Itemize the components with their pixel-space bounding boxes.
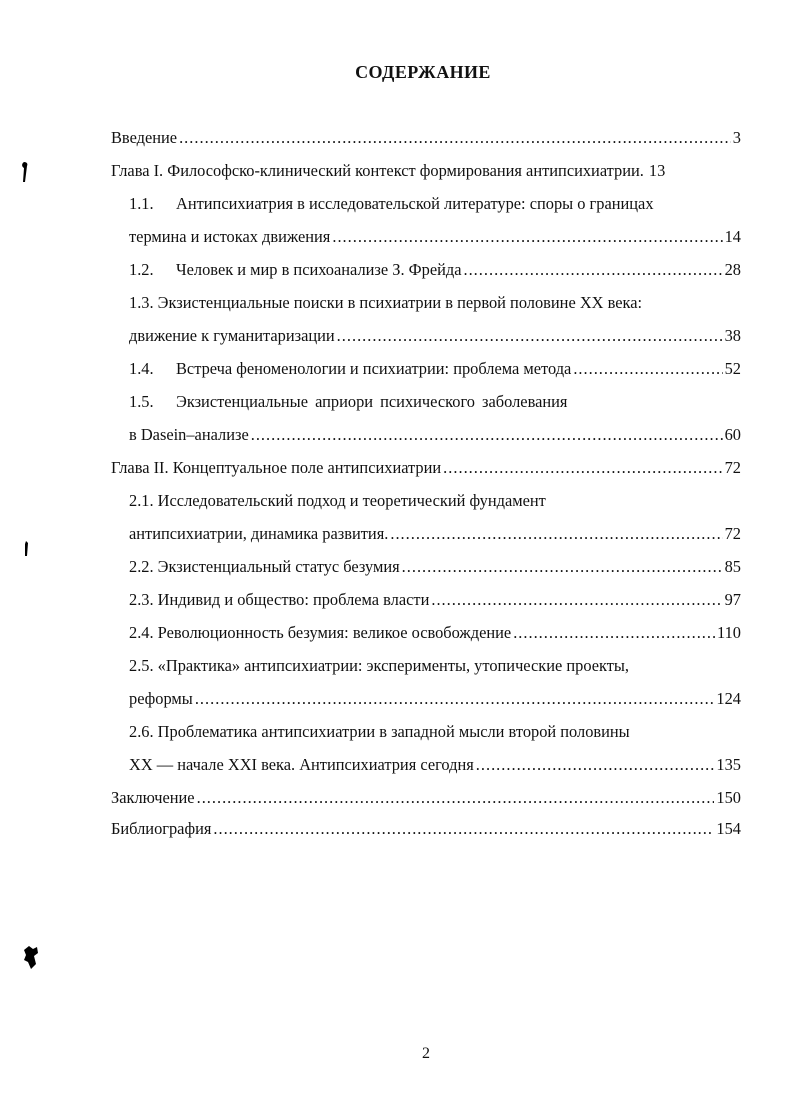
toc-page-number: 14	[724, 227, 741, 246]
section-number: 1.2.	[129, 260, 154, 279]
section-number: 1.1.	[129, 194, 154, 213]
page-title: СОДЕРЖАНИЕ	[355, 62, 491, 82]
dot-leader	[513, 623, 715, 643]
toc-entry-label: 2.4. Революционность безумия: великое освобождение	[129, 623, 512, 642]
toc-entry-section-1-2[interactable]	[111, 260, 741, 293]
toc-entry-section-2-5-cont[interactable]	[111, 689, 741, 722]
toc-entry-label: 1.3. Экзистенциальные поиски в психиатрии в первой половине XX века:	[129, 293, 643, 312]
dot-leader	[251, 425, 723, 445]
toc-entry-label: термина и истоках движения	[129, 227, 331, 246]
dot-leader	[197, 788, 715, 808]
toc-entry-label: движение к гуманитаризации	[129, 326, 335, 345]
toc-entry-section-2-2[interactable]	[111, 557, 741, 590]
toc-page-number: 135	[716, 755, 741, 774]
section-number: 1.4.	[129, 359, 154, 378]
toc-page-number: 13	[648, 161, 666, 180]
toc-page-number: 85	[724, 557, 741, 576]
toc-entry-chapter-2[interactable]	[111, 458, 741, 491]
toc-entry-section-2-3[interactable]	[111, 590, 741, 623]
toc-entry-label: Глава II. Концептуальное поле антипсихиатрии	[111, 458, 442, 477]
toc-entry-introduction[interactable]	[111, 128, 741, 161]
toc-page-number: 38	[724, 326, 741, 345]
toc-entry-section-1-1[interactable]	[111, 194, 741, 227]
toc-entry-label: Экзистенциальные априори психического заболевания	[176, 392, 568, 411]
toc-entry-section-2-5[interactable]	[111, 656, 741, 689]
toc-entry-label: 2.5. «Практика» антипсихиатрии: эксперименты, утопические проекты,	[129, 656, 630, 675]
toc-entry-label: XX — начале XXI века. Антипсихиатрия сегодня	[129, 755, 474, 774]
toc-page-number: 3	[732, 128, 741, 147]
toc-entry-bibliography[interactable]	[111, 819, 741, 852]
toc-page-number: 150	[716, 788, 741, 807]
scan-mark	[21, 944, 41, 970]
dot-leader	[431, 590, 722, 610]
toc-page-number: 72	[724, 458, 741, 477]
dot-leader	[337, 326, 723, 346]
toc-entry-section-2-1[interactable]	[111, 491, 741, 524]
dot-leader	[332, 227, 722, 247]
toc-entry-label: Глава I. Философско-клинический контекст формирования антипсихиатрии.	[111, 161, 644, 180]
toc-page-number: 97	[724, 590, 741, 609]
dot-leader	[195, 689, 715, 709]
dot-leader	[463, 260, 722, 280]
toc-entry-label: Библиография	[111, 819, 212, 838]
toc-entry-label: Антипсихиатрия в исследовательской литературе: споры о границах	[176, 194, 654, 213]
dot-leader	[476, 755, 715, 775]
toc-page-number: 110	[717, 623, 741, 642]
toc-entry-section-2-4[interactable]	[111, 623, 741, 656]
toc-entry-label: 2.2. Экзистенциальный статус безумия	[129, 557, 400, 576]
toc-page-number: 28	[724, 260, 741, 279]
toc-entry-section-1-4[interactable]	[111, 359, 741, 392]
toc-entry-section-2-6-cont[interactable]	[111, 755, 741, 788]
toc-entry-section-1-3[interactable]	[111, 293, 741, 326]
toc-entry-chapter-1[interactable]	[111, 161, 741, 194]
dot-leader	[390, 524, 722, 544]
toc-entry-label: Человек и мир в психоанализе З. Фрейда	[176, 260, 462, 279]
toc-entry-label: в Dasein–анализе	[129, 425, 249, 444]
page-number: 2	[422, 1045, 430, 1062]
dot-leader	[213, 819, 714, 839]
section-number: 1.5.	[129, 392, 154, 411]
table-of-contents	[111, 128, 741, 852]
toc-entry-label: антипсихиатрии, динамика развития.	[129, 524, 389, 543]
toc-entry-section-1-5[interactable]	[111, 392, 741, 425]
toc-entry-conclusion[interactable]	[111, 788, 741, 819]
dot-leader	[179, 128, 731, 148]
toc-entry-section-1-1-cont[interactable]	[111, 227, 741, 260]
toc-entry-label: Введение	[111, 128, 178, 147]
toc-entry-section-1-5-cont[interactable]	[111, 425, 741, 458]
toc-entry-label: Заключение	[111, 788, 195, 807]
toc-page-number: 72	[724, 524, 741, 543]
scan-mark	[22, 540, 30, 558]
scan-mark	[18, 160, 30, 184]
toc-page-number: 60	[724, 425, 741, 444]
toc-entry-label: 2.6. Проблематика антипсихиатрии в западной мысли второй половины	[129, 722, 630, 741]
toc-entry-label: 2.1. Исследовательский подход и теоретический фундамент	[129, 491, 546, 510]
toc-entry-section-1-3-cont[interactable]	[111, 326, 741, 359]
toc-page-number: 154	[716, 819, 741, 838]
dot-leader	[402, 557, 723, 577]
toc-entry-label: реформы	[129, 689, 193, 708]
toc-entry-label: Встреча феноменологии и психиатрии: проблема метода	[176, 359, 572, 378]
toc-entry-section-2-6[interactable]	[111, 722, 741, 755]
toc-entry-label: 2.3. Индивид и общество: проблема власти	[129, 590, 430, 609]
toc-page-number: 52	[724, 359, 741, 378]
toc-entry-section-2-1-cont[interactable]	[111, 524, 741, 557]
dot-leader	[573, 359, 722, 379]
dot-leader	[443, 458, 722, 478]
toc-page-number: 124	[716, 689, 741, 708]
